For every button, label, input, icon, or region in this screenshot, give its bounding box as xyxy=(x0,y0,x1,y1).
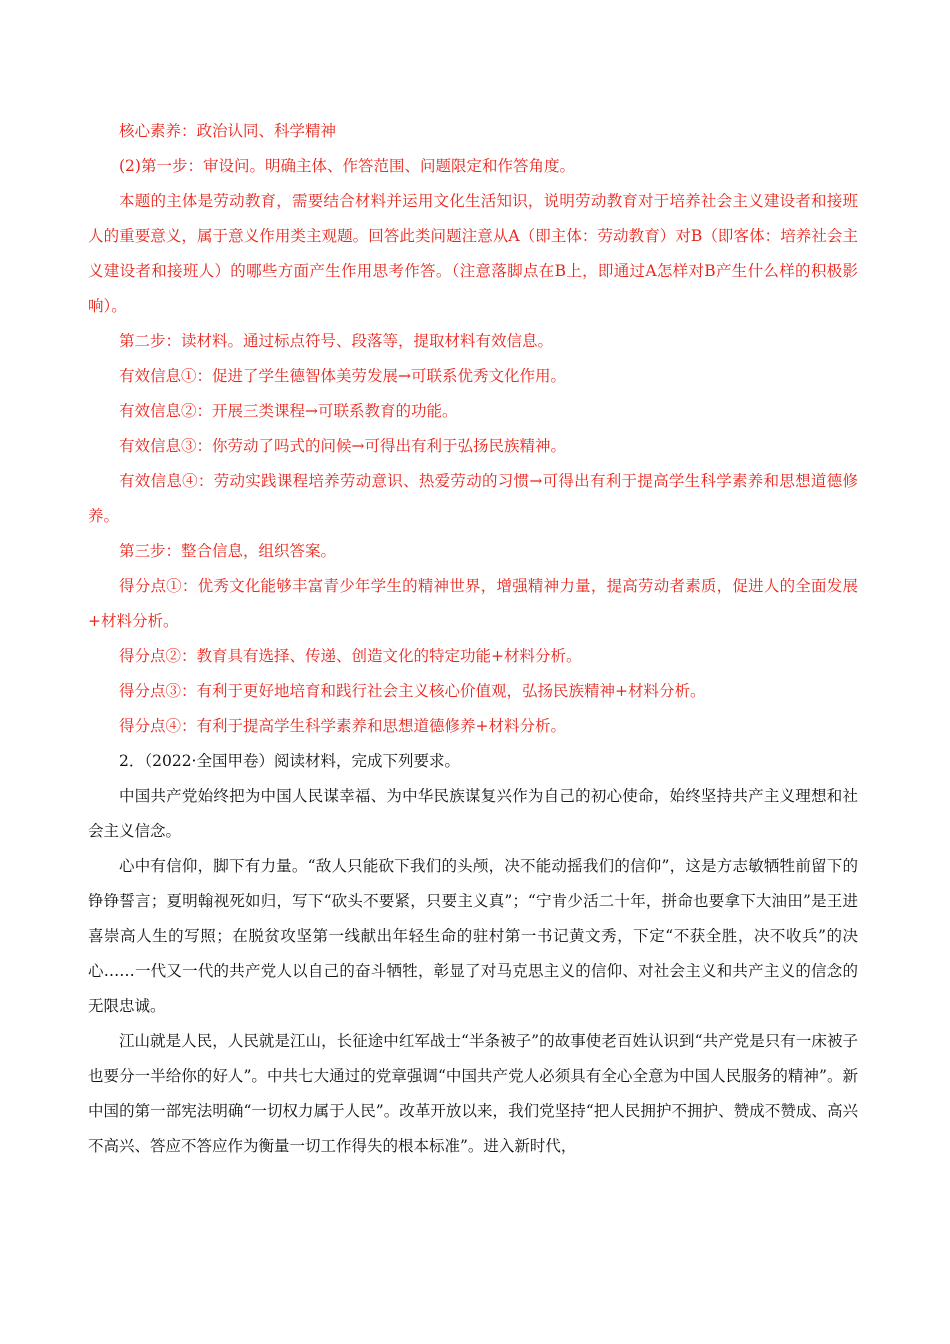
step-3-line: 第三步：整合信息，组织答案。 xyxy=(119,542,337,560)
material-paragraph-1: 中国共产党始终把为中国人民谋幸福、为中华民族谋复兴作为自己的初心使命，始终坚持共产主义理想和社会主义信念。 xyxy=(88,787,858,840)
material-paragraph-2: 心中有信仰，脚下有力量。“敌人只能砍下我们的头颅，决不能动摇我们的信仰”，这是方志敏牺牲前留下的铮铮誓言；夏明翰视死如归，写下“砍头不要紧，只要主义真”；“宁肯少活二十年，拼命也要拿下大油田”是王进喜崇高人生的写照；在脱贫攻坚第一线献出年轻生命的驻村第一书记黄文秀，下定“不获全胜，决不收兵”的决心……一代又一代的共产党人以自己的奋斗牺牲，彰显了对马克思主义的信仰、对社会主义和共产主义的信念的无限忠诚。 xyxy=(88,857,858,1015)
scoring-point-2: 得分点②：教育具有选择、传递、创造文化的特定功能+材料分析。 xyxy=(119,647,582,665)
core-literacy-line: 核心素养：政治认同、科学精神 xyxy=(119,122,337,140)
scoring-point-3: 得分点③：有利于更好地培育和践行社会主义核心价值观，弘扬民族精神+材料分析。 xyxy=(119,682,706,700)
material-paragraph-3: 江山就是人民，人民就是江山，长征途中红军战士“半条被子”的故事使老百姓认识到“共产党是只有一床被子也要分一半给你的好人”。中共七大通过的党章强调“中国共产党人必须具有全心全意为中国人民服务的精神”。新中国的第一部宪法明确“一切权力属于人民”。改革开放以来，我们党坚持“把人民拥护不拥护、赞成不赞成、高兴不高兴、答应不答应作为衡量一切工作得失的根本标准”。进入新时代， xyxy=(88,1032,858,1155)
scoring-point-4: 得分点④：有利于提高学生科学素养和思想道德修养+材料分析。 xyxy=(119,717,566,735)
effective-info-2: 有效信息②：开展三类课程→可联系教育的功能。 xyxy=(119,402,458,420)
scoring-point-1: 得分点①：优秀文化能够丰富青少年学生的精神世界，增强精神力量，提高劳动者素质，促进人的全面发展+材料分析。 xyxy=(88,577,858,630)
step-1-line: (2)第一步：审设问。明确主体、作答范围、问题限定和作答角度。 xyxy=(119,157,575,175)
effective-info-3: 有效信息③：你劳动了吗式的问候→可得出有利于弘扬民族精神。 xyxy=(119,437,566,455)
effective-info-4: 有效信息④：劳动实践课程培养劳动意识、热爱劳动的习惯→可得出有利于提高学生科学素养和思想道德修养。 xyxy=(88,472,858,525)
step-2-line: 第二步：读材料。通过标点符号、段落等，提取材料有效信息。 xyxy=(119,332,554,350)
step-1-detail: 本题的主体是劳动教育，需要结合材料并运用文化生活知识，说明劳动教育对于培养社会主义建设者和接班人的重要意义，属于意义作用类主观题。回答此类问题注意从A（即主体：劳动教育）对B（即客体：培养社会主义建设者和接班人）的哪些方面产生作用思考作答。（注意落脚点在B上，即通过A怎样对B产生什么样的积极影响）。 xyxy=(88,192,858,315)
question-2-heading: 2．（2022·全国甲卷）阅读材料，完成下列要求。 xyxy=(119,752,460,770)
effective-info-1: 有效信息①：促进了学生德智体美劳发展→可联系优秀文化作用。 xyxy=(119,367,566,385)
